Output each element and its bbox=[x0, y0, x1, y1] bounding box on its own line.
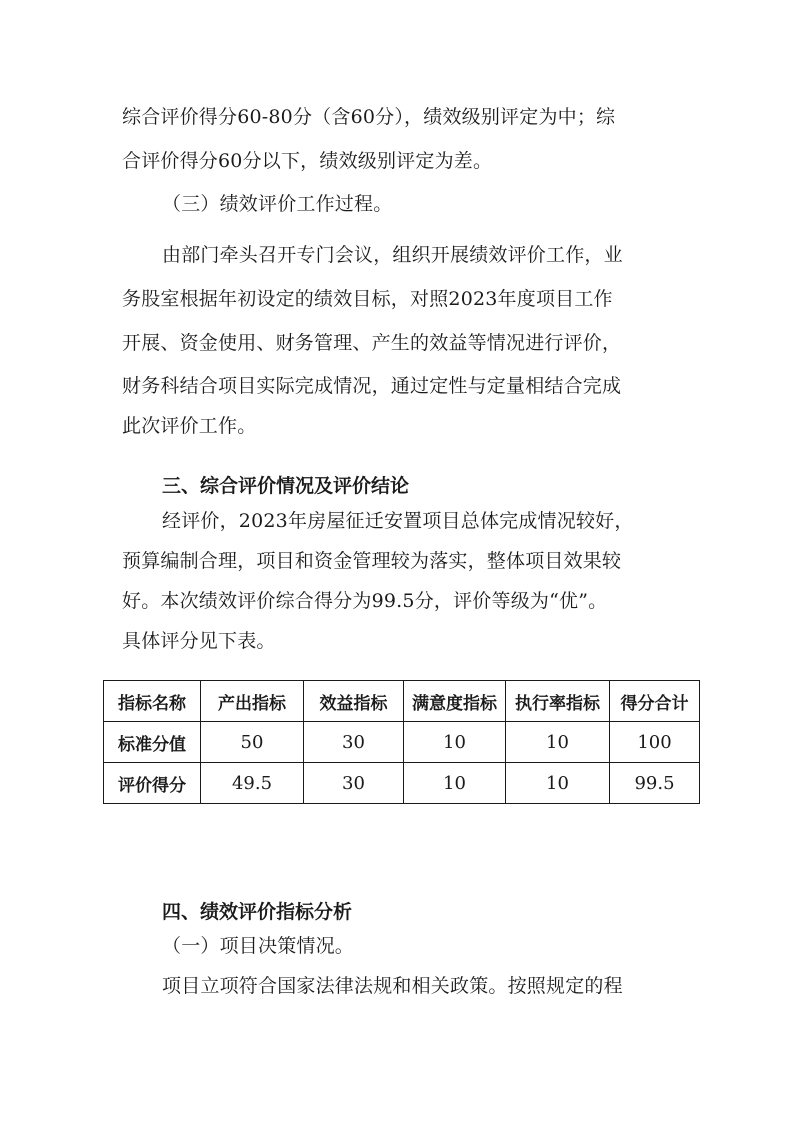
paragraph-line: 此次评价工作。 bbox=[122, 415, 257, 437]
table-header-cell: 产出指标 bbox=[201, 681, 304, 722]
paragraph-line: 具体评分见下表。 bbox=[122, 630, 276, 652]
subsection-heading: （三）绩效评价工作过程。 bbox=[162, 193, 393, 215]
table-cell: 100 bbox=[610, 722, 700, 763]
paragraph-line: 合评价得分60分以下，绩效级别评定为差。 bbox=[122, 150, 493, 172]
paragraph-line: 综合评价得分60-80分（含60分），绩效级别评定为中；综 bbox=[122, 106, 616, 128]
paragraph-line: 经评价，2023年房屋征迁安置项目总体完成情况较好， bbox=[162, 510, 634, 532]
row-label-cell: 标准分值 bbox=[104, 722, 201, 763]
row-label-cell: 评价得分 bbox=[104, 763, 201, 804]
section-heading: 四、绩效评价指标分析 bbox=[162, 901, 353, 923]
table-cell: 30 bbox=[304, 763, 404, 804]
paragraph-line: 预算编制合理，项目和资金管理较为落实，整体项目效果较 bbox=[122, 550, 622, 572]
table-header-cell: 满意度指标 bbox=[404, 681, 506, 722]
table-cell: 10 bbox=[404, 722, 506, 763]
table-header-row bbox=[104, 681, 700, 722]
table-header-cell: 得分合计 bbox=[610, 681, 700, 722]
paragraph-line: 财务科结合项目实际完成情况，通过定性与定量相结合完成 bbox=[122, 375, 622, 397]
table-header-cell: 效益指标 bbox=[304, 681, 404, 722]
table-header-cell: 执行率指标 bbox=[506, 681, 610, 722]
subsection-heading: （一）项目决策情况。 bbox=[162, 935, 355, 957]
paragraph-line: 由部门牵头召开专门会议，组织开展绩效评价工作，业 bbox=[162, 244, 623, 266]
table-cell: 10 bbox=[506, 722, 610, 763]
table-header-cell: 指标名称 bbox=[104, 681, 201, 722]
table-row bbox=[104, 763, 700, 804]
table-cell: 30 bbox=[304, 722, 404, 763]
paragraph-line: 好。本次绩效评价综合得分为99.5分，评价等级为“优”。 bbox=[122, 590, 608, 612]
table-cell: 50 bbox=[201, 722, 304, 763]
table-cell: 99.5 bbox=[610, 763, 700, 804]
table-row bbox=[104, 722, 700, 763]
table-cell: 10 bbox=[506, 763, 610, 804]
paragraph-line: 项目立项符合国家法律法规和相关政策。按照规定的程 bbox=[162, 975, 623, 997]
table-cell: 10 bbox=[404, 763, 506, 804]
section-heading: 三、综合评价情况及评价结论 bbox=[162, 475, 410, 497]
table-cell: 49.5 bbox=[201, 763, 304, 804]
score-table bbox=[103, 680, 700, 804]
paragraph-line: 开展、资金使用、财务管理、产生的效益等情况进行评价， bbox=[122, 332, 622, 354]
paragraph-line: 务股室根据年初设定的绩效目标，对照2023年度项目工作 bbox=[122, 288, 613, 310]
